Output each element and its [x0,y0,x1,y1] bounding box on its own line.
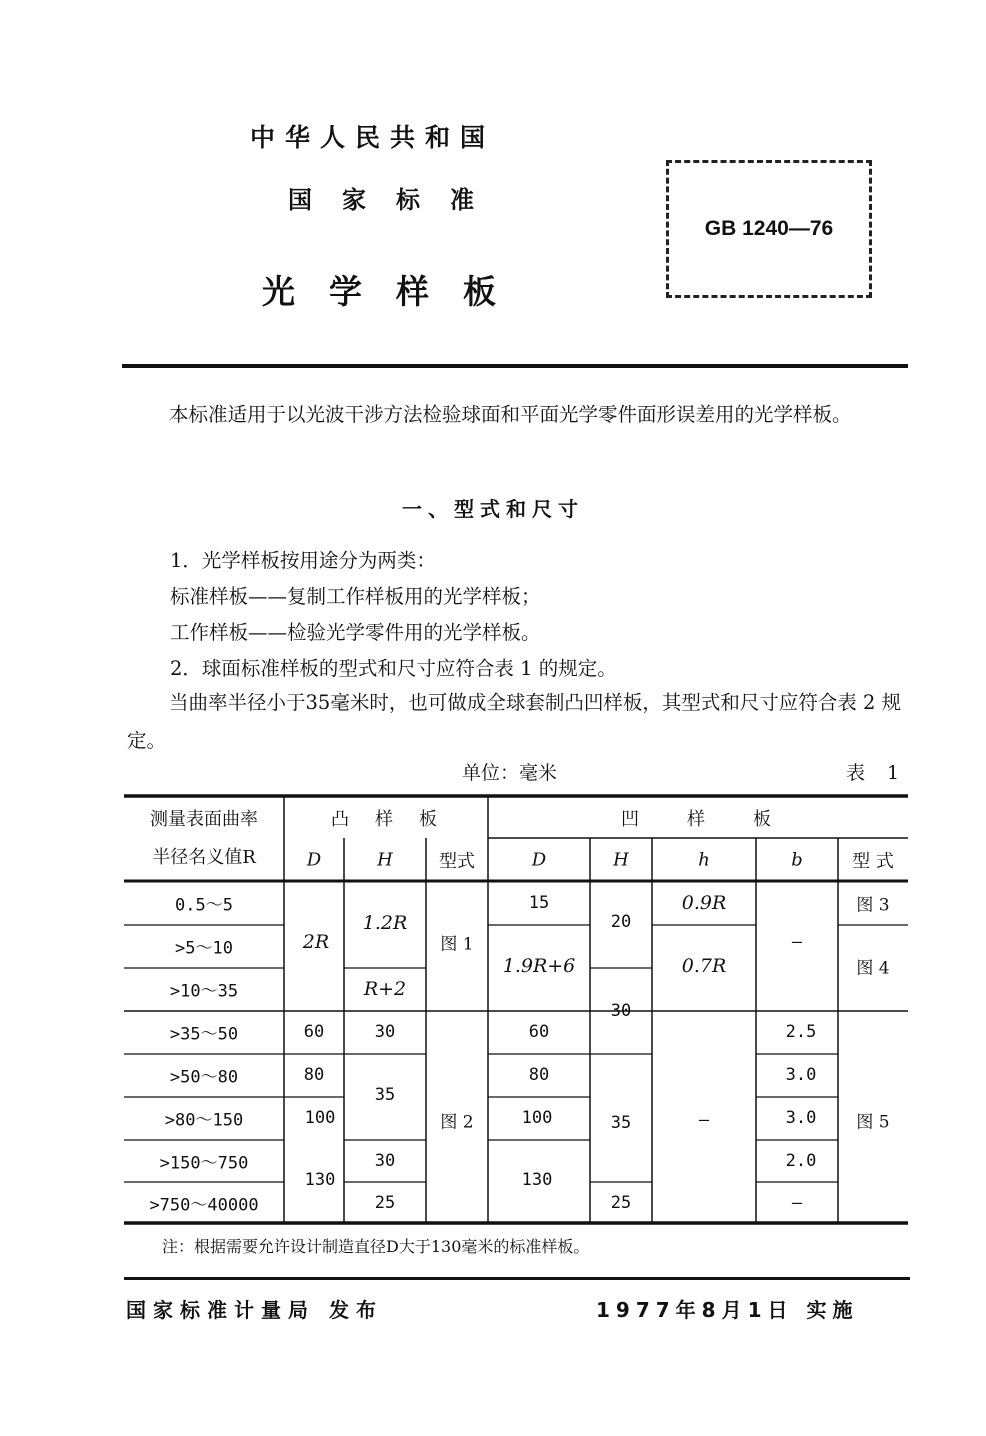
concave-D-cell: 100 [521,1108,553,1128]
header-convex-D: D [306,849,322,871]
row-radius: >35～50 [169,1024,239,1045]
concave-b-cell: 3.0 [785,1108,817,1128]
concave-H-cell: 20 [610,912,632,932]
convex-D-cell: 60 [303,1022,325,1042]
row-radius: >80～150 [164,1110,244,1131]
row-radius: 0.5～5 [175,895,233,916]
row-radius: >10～35 [169,981,239,1002]
concave-type-cell: 图 4 [856,958,890,979]
header-divider [122,364,908,368]
header-concave: 凹 样 板 [621,809,775,830]
header-convex-H: H [377,849,393,871]
clause-1-item-a: 标准样板——复制工作样板用的光学样板； [170,585,541,608]
section-heading: 一、型式和尺寸 [402,497,584,521]
row-radius: >150～750 [159,1153,249,1174]
header-concave-b: b [791,849,803,871]
concave-D-cell: 1.9R+6 [502,955,576,977]
row-radius: >5～10 [175,938,233,959]
concave-type-cell: 图 5 [856,1112,890,1133]
clause-2-note: 当曲率半径小于35毫米时，也可做成全球套制凸凹样板，其型式和尺寸应符合表 2 规定。 [127,691,902,752]
header-convex-type: 型式 [439,851,475,872]
concave-b-cell: 2.5 [785,1022,817,1042]
header-concave-h: h [698,849,710,871]
header-concave-D: D [531,849,547,871]
concave-h-cell: 0.7R [681,955,727,977]
concave-b-cell: 3.0 [785,1065,817,1085]
row-radius: >750～40000 [149,1195,259,1216]
table-1 [124,794,908,1226]
clause-1: 1．光学样板按用途分为两类： [170,549,436,572]
header-concave-type: 型 式 [852,851,894,872]
intro-paragraph: 本标准适用于以光波干涉方法检验球面和平面光学零件面形误差用的光学样板。 [169,403,852,426]
standard-code: GB 1240—76 [704,217,834,240]
effective-date: 1977年8月1日 实施 [596,1298,859,1322]
clause-2: 2．球面标准样板的型式和尺寸应符合表 1 的规定。 [170,657,617,680]
convex-H-cell: 30 [374,1022,396,1042]
concave-h-cell: 0.9R [681,892,727,914]
convex-type-cell: 图 1 [440,934,474,955]
convex-D-cell: 130 [304,1170,336,1190]
standard-kind: 国家标准 [288,186,504,214]
table-note: 注：根据需要允许设计制造直径D大于130毫米的标准样板。 [162,1237,590,1256]
header-concave-H: H [613,849,629,871]
table-unit: 单位：毫米 [462,762,558,784]
concave-h-cell: — [698,1110,710,1130]
convex-H-cell: 30 [374,1151,396,1171]
concave-H-cell: 25 [610,1193,632,1213]
concave-type-cell: 图 3 [856,895,890,916]
convex-H-cell: 35 [374,1085,396,1105]
row-radius: >50～80 [169,1067,239,1088]
convex-D-cell: 80 [303,1065,325,1085]
standard-code-box [666,160,872,298]
concave-b-cell: 2.0 [785,1151,817,1171]
concave-H-cell: 30 [610,1001,632,1021]
convex-type-cell: 图 2 [440,1112,474,1133]
concave-D-cell: 60 [528,1022,550,1042]
header-convex: 凸 样 板 [331,809,441,830]
table-label: 表 1 [846,762,908,784]
document-title: 光学样板 [262,272,530,311]
convex-H-cell: 1.2R [362,912,408,934]
footer-divider [124,1277,910,1280]
concave-b-cell: — [791,1193,803,1213]
concave-D-cell: 80 [528,1065,550,1085]
clause-1-item-b: 工作样板——检验光学零件用的光学样板。 [170,621,541,644]
concave-H-cell: 35 [610,1113,632,1133]
convex-D-cell: 2R [302,931,330,953]
convex-H-cell: R+2 [363,978,407,1000]
concave-D-cell: 15 [528,893,550,913]
concave-b-cell: — [791,932,803,952]
publisher: 国家标准计量局 发布 [126,1298,383,1322]
header-radius-line1: 测量表面曲率 [150,809,258,830]
country-name: 中华人民共和国 [250,123,496,152]
concave-D-cell: 130 [521,1170,553,1190]
convex-H-cell: 25 [374,1193,396,1213]
convex-D-cell: 100 [304,1108,336,1128]
header-radius-line2: 半径名义值R [152,847,256,868]
